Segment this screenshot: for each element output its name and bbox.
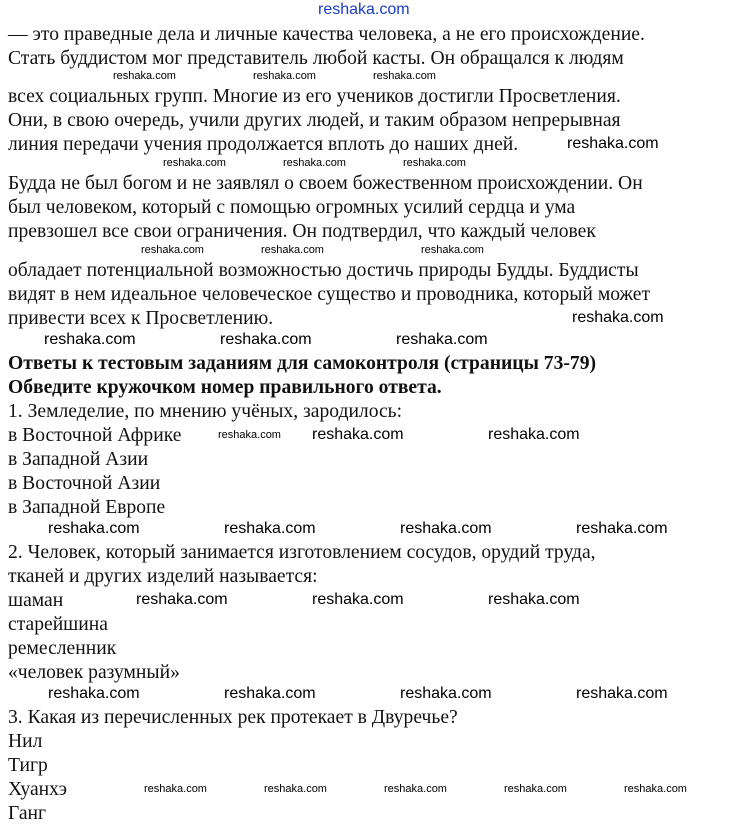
paragraph-line: Будда не был богом и не заявлял о своем божественном происхождении. Он: [8, 173, 643, 194]
option: ремесленник: [8, 638, 117, 659]
option: шаман: [8, 590, 64, 611]
watermark: reshaka.com: [576, 685, 668, 702]
watermark: reshaka.com: [403, 157, 466, 169]
watermark: reshaka.com: [373, 70, 436, 82]
option: в Западной Азии: [8, 449, 149, 470]
watermark: reshaka.com: [144, 783, 207, 795]
watermark: reshaka.com: [421, 244, 484, 256]
option: Нил: [8, 731, 43, 752]
watermark: reshaka.com: [384, 783, 447, 795]
watermark: reshaka.com: [572, 309, 664, 326]
watermark: reshaka.com: [312, 426, 404, 443]
paragraph-line: превзошел все свои ограничения. Он подтвердил, что каждый человек: [8, 221, 596, 242]
paragraph-line: обладает потенциальной возможностью достичь природы Будды. Буддисты: [8, 260, 639, 281]
watermark: reshaka.com: [400, 685, 492, 702]
option: Ганг: [8, 803, 47, 824]
paragraph-line: всех социальных групп. Многие из его учеников достигли Просветления.: [8, 86, 621, 107]
paragraph-line: — это праведные дела и личные качества человека, а не его происхождение.: [8, 24, 645, 45]
watermark: reshaka.com: [283, 157, 346, 169]
paragraph-line: линия передачи учения продолжается вплоть до наших дней.: [8, 134, 519, 155]
option: в Западной Европе: [8, 497, 166, 518]
paragraph-line: Они, в свою очередь, учили других людей, и таким образом непрерывная: [8, 110, 621, 131]
watermark: reshaka.com: [48, 685, 140, 702]
watermark: reshaka.com: [396, 331, 488, 348]
option: в Восточной Африке: [8, 425, 182, 446]
watermark: reshaka.com: [567, 135, 659, 152]
watermark: reshaka.com: [624, 783, 687, 795]
watermark: reshaka.com: [224, 685, 316, 702]
option: в Восточной Азии: [8, 473, 161, 494]
option: «человек разумный»: [8, 662, 180, 683]
section-title: Ответы к тестовым заданиям для самоконтроля (страницы 73-79): [8, 353, 597, 374]
question-2: 2. Человек, который занимается изготовлением сосудов, орудий труда,: [8, 542, 596, 563]
watermark: reshaka.com: [488, 426, 580, 443]
watermark: reshaka.com: [253, 70, 316, 82]
paragraph-line: видят в нем идеальное человеческое существо и проводника, который может: [8, 284, 651, 305]
option: Хуанхэ: [8, 779, 68, 800]
watermark: reshaka.com: [576, 520, 668, 537]
paragraph-line: привести всех к Просветлению.: [8, 308, 274, 329]
watermark: reshaka.com: [504, 783, 567, 795]
watermark: reshaka.com: [163, 157, 226, 169]
watermark: reshaka.com: [218, 429, 281, 441]
watermark: reshaka.com: [488, 591, 580, 608]
question-1: 1. Земледелие, по мнению учёных, зародилось:: [8, 401, 403, 422]
instruction: Обведите кружочком номер правильного ответа.: [8, 377, 442, 398]
paragraph-line: Стать буддистом мог представитель любой касты. Он обращался к людям: [8, 48, 624, 69]
watermark: reshaka.com: [261, 244, 324, 256]
watermark: reshaka.com: [400, 520, 492, 537]
watermark: reshaka.com: [44, 331, 136, 348]
watermark: reshaka.com: [220, 331, 312, 348]
watermark: reshaka.com: [48, 520, 140, 537]
watermark: reshaka.com: [224, 520, 316, 537]
watermark: reshaka.com: [141, 244, 204, 256]
paragraph-line: был человеком, который с помощью огромных усилий сердца и ума: [8, 197, 576, 218]
watermark: reshaka.com: [312, 591, 404, 608]
watermark: reshaka.com: [113, 70, 176, 82]
option: старейшина: [8, 614, 108, 635]
option: Тигр: [8, 755, 48, 776]
watermark: reshaka.com: [264, 783, 327, 795]
watermark: reshaka.com: [136, 591, 228, 608]
question-3: 3. Какая из перечисленных рек протекает в Двуречье?: [8, 707, 458, 728]
watermark: reshaka.com: [318, 1, 410, 18]
question-2-cont: тканей и других изделий называется:: [8, 566, 318, 587]
